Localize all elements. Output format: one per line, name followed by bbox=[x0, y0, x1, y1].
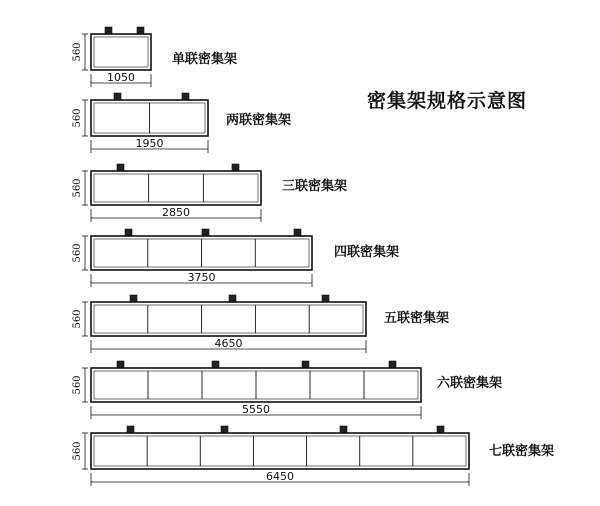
rack-label: 五联密集架 bbox=[384, 311, 450, 326]
rack-row bbox=[72, 27, 237, 87]
rack-frame bbox=[91, 433, 469, 469]
rack-label: 六联密集架 bbox=[437, 376, 503, 391]
rack-row bbox=[72, 361, 502, 419]
rack-row bbox=[72, 295, 449, 353]
width-label: 2850 bbox=[162, 206, 190, 219]
rack-label: 单联密集架 bbox=[172, 52, 238, 67]
rack-row bbox=[72, 426, 554, 486]
rack-frame bbox=[91, 171, 261, 205]
rack-label: 七联密集架 bbox=[489, 444, 555, 459]
width-label: 4650 bbox=[214, 337, 243, 350]
rack-frame bbox=[91, 34, 151, 70]
rack-label: 两联密集架 bbox=[226, 113, 292, 128]
rack-row bbox=[72, 93, 291, 153]
width-label: 1950 bbox=[135, 137, 164, 150]
height-label: 560 bbox=[72, 243, 83, 263]
height-label: 560 bbox=[72, 108, 83, 128]
width-label: 3750 bbox=[187, 271, 216, 284]
rack-row bbox=[72, 229, 399, 287]
height-label: 560 bbox=[72, 42, 83, 62]
width-label: 1050 bbox=[107, 71, 135, 84]
rack-row bbox=[72, 164, 347, 222]
diagram-title: 密集架规格示意图 bbox=[367, 90, 528, 112]
rack-label: 三联密集架 bbox=[282, 179, 348, 194]
height-label: 560 bbox=[72, 441, 83, 461]
rack-label: 四联密集架 bbox=[334, 245, 400, 260]
height-label: 560 bbox=[72, 375, 83, 395]
width-label: 6450 bbox=[266, 470, 294, 483]
height-label: 560 bbox=[72, 178, 83, 198]
height-label: 560 bbox=[72, 309, 83, 329]
rack-frame bbox=[91, 302, 366, 336]
width-label: 5550 bbox=[242, 403, 270, 416]
